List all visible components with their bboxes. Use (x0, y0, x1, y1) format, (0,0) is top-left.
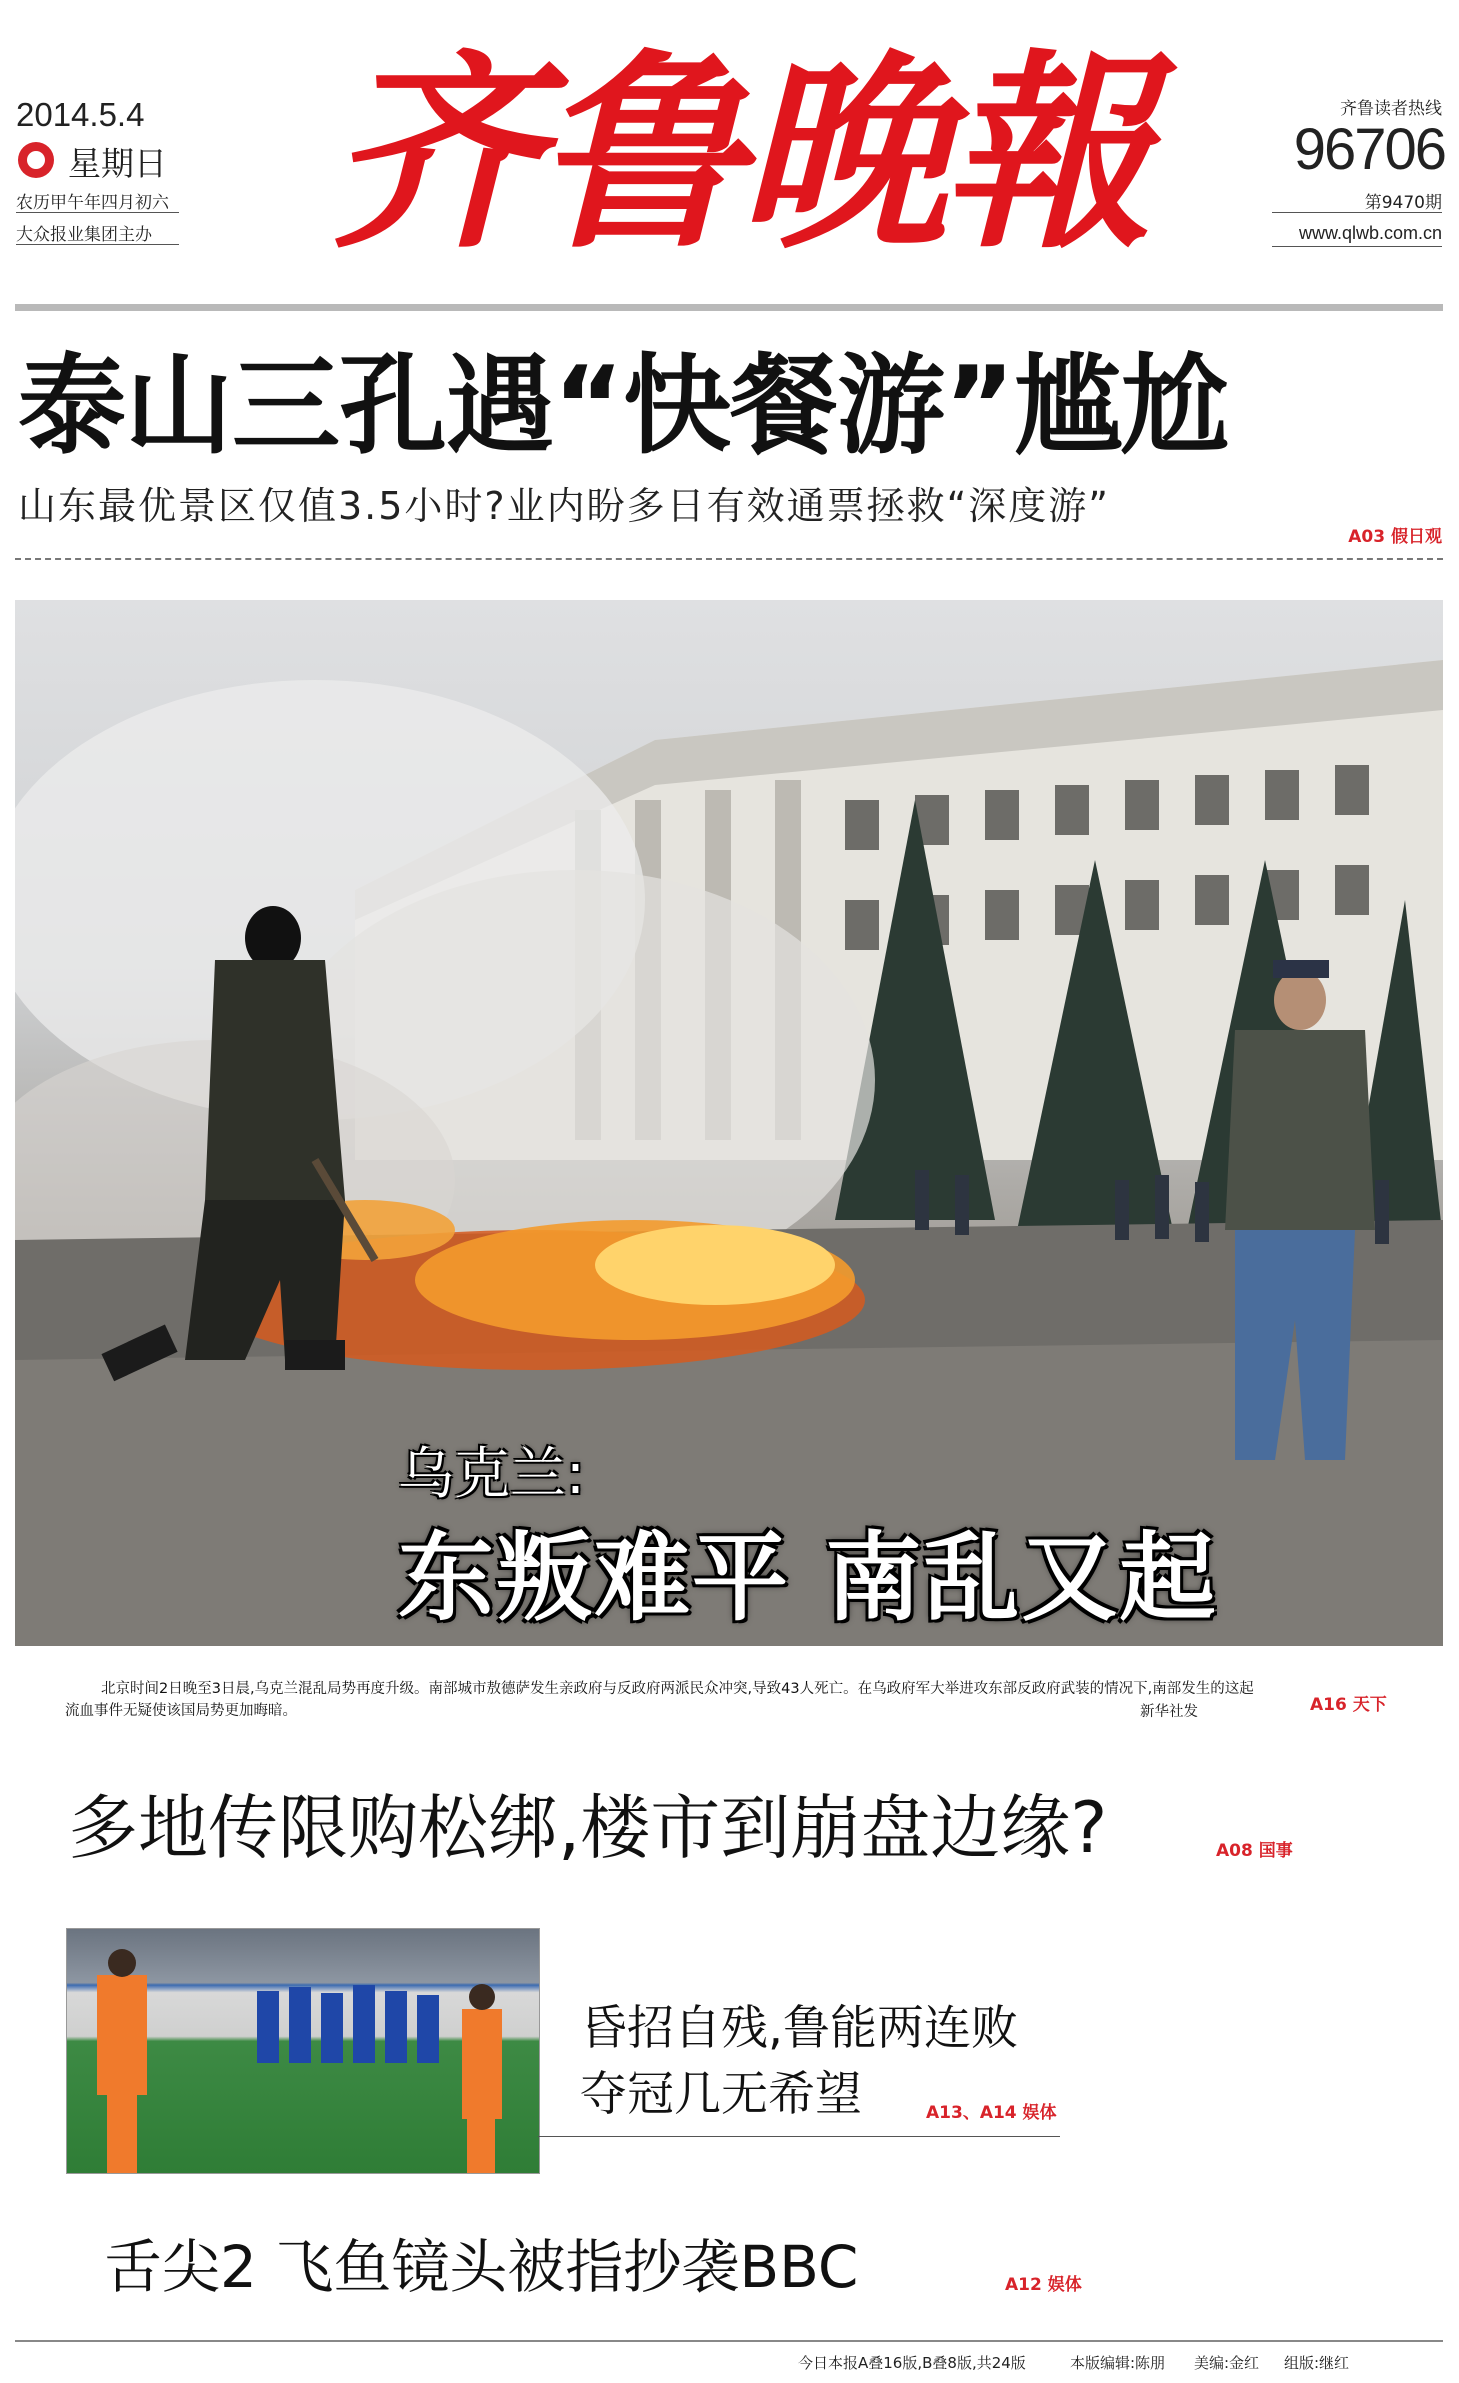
news-photo (15, 600, 1443, 1646)
documentary-headline[interactable]: 舌尖2 飞鱼镜头被指抄袭BBC (104, 2233, 859, 2301)
layout-editor: 组版:继红 (1284, 2354, 1350, 2372)
weekday: 星期日 (68, 144, 167, 183)
newspaper-logo: 齐鲁晚報 (330, 30, 1147, 277)
soccer-photo (66, 1928, 540, 2174)
photo-story-headline[interactable]: 东叛难平 南乱又起 (398, 1522, 1218, 1634)
lead-headline[interactable]: 泰山三孔遇“快餐游”尴尬 (18, 344, 1228, 469)
issue-date: 2014.5.4 (16, 96, 145, 133)
photo-caption: 北京时间2日晚至3日晨,乌克兰混乱局势再度升级。南部城市敖德萨发生亲政府与反政府两派民众冲突,导致43人死亡。在乌政府军大举进攻东部反政府武装的情况下,南部发生的这起流血事件无疑使该国局势更加晦暗。 (65, 1681, 1254, 1719)
hotline-label: 齐鲁读者热线 (1340, 99, 1442, 119)
website-link[interactable]: www.qlwb.com.cn (1298, 223, 1442, 243)
edition-info: 今日本报A叠16版,B叠8版,共24版 (798, 2354, 1026, 2372)
issue-number: 第9470期 (1364, 193, 1442, 213)
masthead-rule (15, 304, 1443, 311)
art-editor: 美编:金红 (1194, 2354, 1260, 2372)
lead-page-ref[interactable]: A03 假日观 (1348, 527, 1442, 547)
documentary-page-ref[interactable]: A12 娱体 (1005, 2275, 1082, 2295)
section-divider (15, 558, 1443, 560)
newspaper-emblem-icon (18, 142, 54, 178)
photo-credit: 新华社发 (1140, 1704, 1198, 1720)
property-market-page-ref[interactable]: A08 国事 (1216, 1841, 1293, 1861)
photo-story-page-ref[interactable]: A16 天下 (1310, 1695, 1387, 1715)
luneng-page-ref[interactable]: A13、A14 娱体 (926, 2103, 1057, 2123)
story-divider (538, 2136, 1060, 2137)
masthead-divider (1272, 246, 1442, 247)
lunar-date: 农历甲午年四月初六 (16, 193, 169, 213)
property-market-headline[interactable]: 多地传限购松绑,楼市到崩盘边缘? (68, 1787, 1108, 1869)
luneng-headline-line2[interactable]: 夺冠几无希望 (580, 2067, 862, 2122)
photo-story-kicker: 乌克兰: (398, 1442, 585, 1507)
footer-rule (15, 2340, 1443, 2342)
publisher: 大众报业集团主办 (16, 225, 152, 245)
page-editor: 本版编辑:陈朋 (1070, 2354, 1166, 2372)
luneng-headline-line1[interactable]: 昏招自残,鲁能两连败 (580, 2001, 1018, 2056)
lead-subhead: 山东最优景区仅值3.5小时?业内盼多日有效通票拯救“深度游” (18, 484, 1110, 528)
hotline-number: 96706 (1293, 117, 1445, 182)
